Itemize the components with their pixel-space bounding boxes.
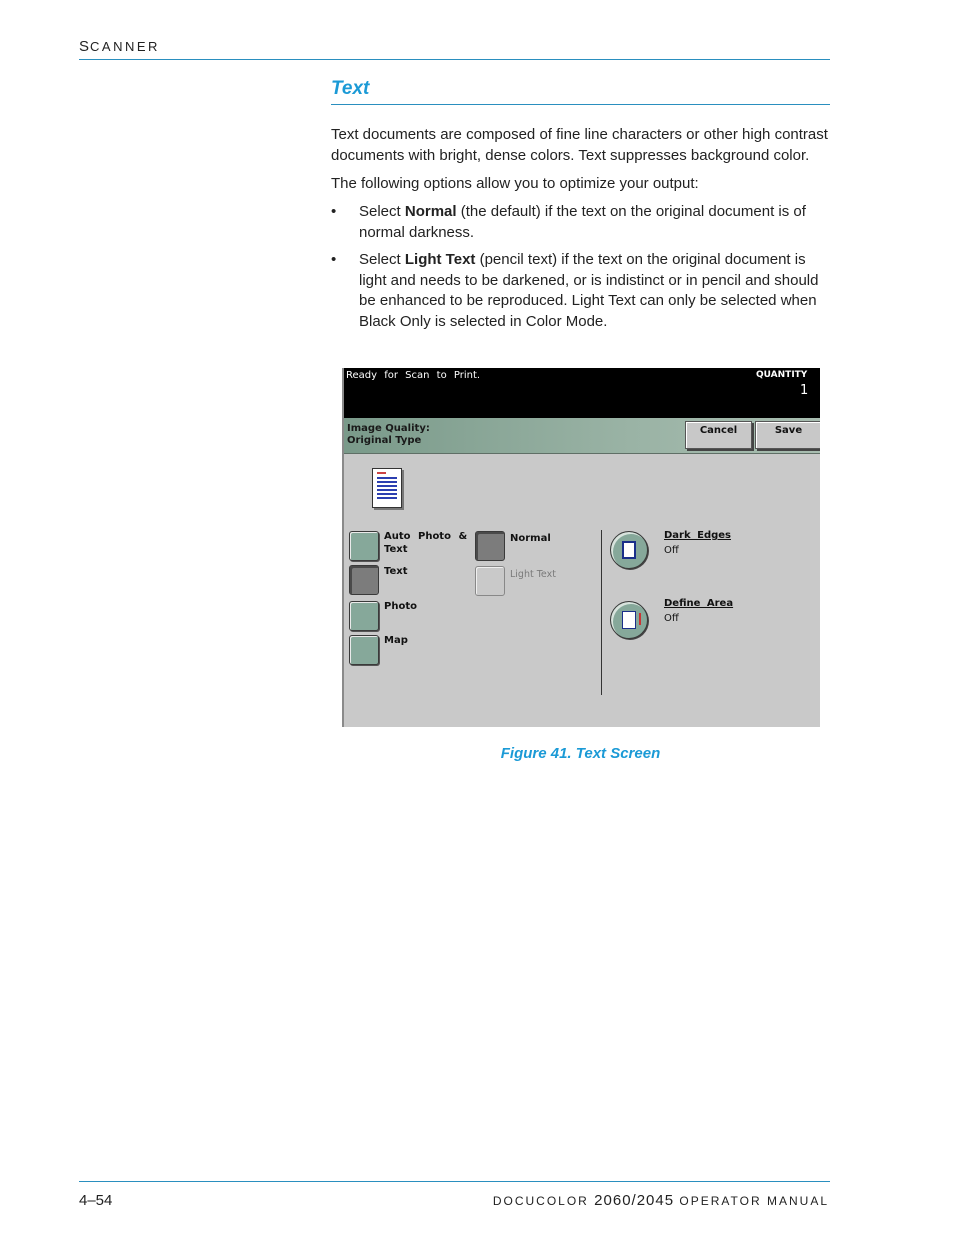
manual-model: 2060/2045 — [594, 1192, 675, 1209]
bullet-light-text — [331, 250, 830, 334]
options-paragraph: The following options allow you to optimize your output: — [331, 175, 699, 192]
map-type-label: Map — [384, 635, 408, 646]
manual-prefix: DOCUCOLOR — [492, 1194, 595, 1208]
define-area-value: Off — [664, 613, 679, 624]
bullet-marker: • — [331, 203, 337, 220]
bullet-bold-light-text: Light Text — [404, 251, 476, 268]
bullet-text-pre: Select — [359, 203, 405, 220]
cancel-button[interactable]: Cancel — [685, 421, 752, 449]
bullet-text-post: (pencil text) if the text on the original document is light and needs to be darkened, or is indistinct or in pencil and should be enhanced to be reproduced. Light Text can only be selected when Black Only is selected in Color Mode. — [359, 251, 819, 330]
bullet-normal — [331, 202, 830, 244]
light-text-option-button[interactable] — [475, 566, 505, 596]
define-area-title: Define Area — [664, 598, 734, 609]
panel-title-line2: Original Type — [347, 435, 422, 446]
dark-edges-value: Off — [664, 545, 679, 556]
header-initial: S — [79, 38, 91, 55]
dark-edges-button[interactable] — [610, 531, 648, 569]
page-number: 4–54 — [79, 1192, 113, 1209]
options-divider — [601, 530, 602, 695]
define-area-icon — [622, 611, 636, 629]
auto-photo-text-button[interactable] — [349, 531, 379, 561]
intro-paragraph: Text documents are composed of fine line characters or other high contrast documents with bright, dense colors. Text suppresses background color. — [331, 126, 828, 164]
figure-caption: Figure 41. Text Screen — [500, 745, 661, 762]
running-header — [79, 38, 160, 55]
photo-type-button[interactable] — [349, 601, 379, 631]
bullet-marker: • — [331, 251, 337, 268]
auto-photo-text-label-line1: Auto Photo & — [384, 531, 468, 542]
normal-option-label: Normal — [510, 533, 551, 544]
manual-title — [493, 1192, 829, 1209]
manual-suffix: OPERATOR MANUAL — [674, 1194, 829, 1208]
quantity-value: 1 — [800, 383, 809, 398]
map-type-button[interactable] — [349, 635, 379, 665]
title-rule — [331, 104, 830, 105]
photo-type-label: Photo — [384, 601, 417, 612]
header-rest: CANNER — [90, 39, 160, 54]
auto-photo-text-label-line2: Text — [384, 544, 408, 555]
light-text-option-label: Light Text — [510, 569, 556, 580]
save-button[interactable]: Save — [755, 421, 820, 449]
bullet-text-pre: Select — [359, 251, 405, 268]
text-type-button[interactable] — [349, 565, 379, 595]
quantity-label: QUANTITY — [756, 370, 808, 380]
status-message: Ready for Scan to Print. — [346, 370, 481, 381]
header-rule — [79, 59, 830, 60]
panel-title-line1: Image Quality: — [347, 423, 430, 434]
status-bar — [344, 368, 820, 418]
bullet-bold-normal: Normal — [404, 203, 457, 220]
text-document-icon — [372, 468, 402, 508]
text-type-label: Text — [384, 566, 408, 577]
footer-rule — [79, 1181, 830, 1182]
define-area-button[interactable] — [610, 601, 648, 639]
dark-edges-title: Dark Edges — [664, 530, 731, 541]
bullet-text-post: (the default) if the text on the original document is of normal darkness. — [359, 203, 806, 241]
section-title: Text — [331, 78, 370, 99]
normal-option-button[interactable] — [475, 531, 505, 561]
scanner-screen — [342, 368, 820, 727]
dark-edges-icon — [622, 541, 636, 559]
